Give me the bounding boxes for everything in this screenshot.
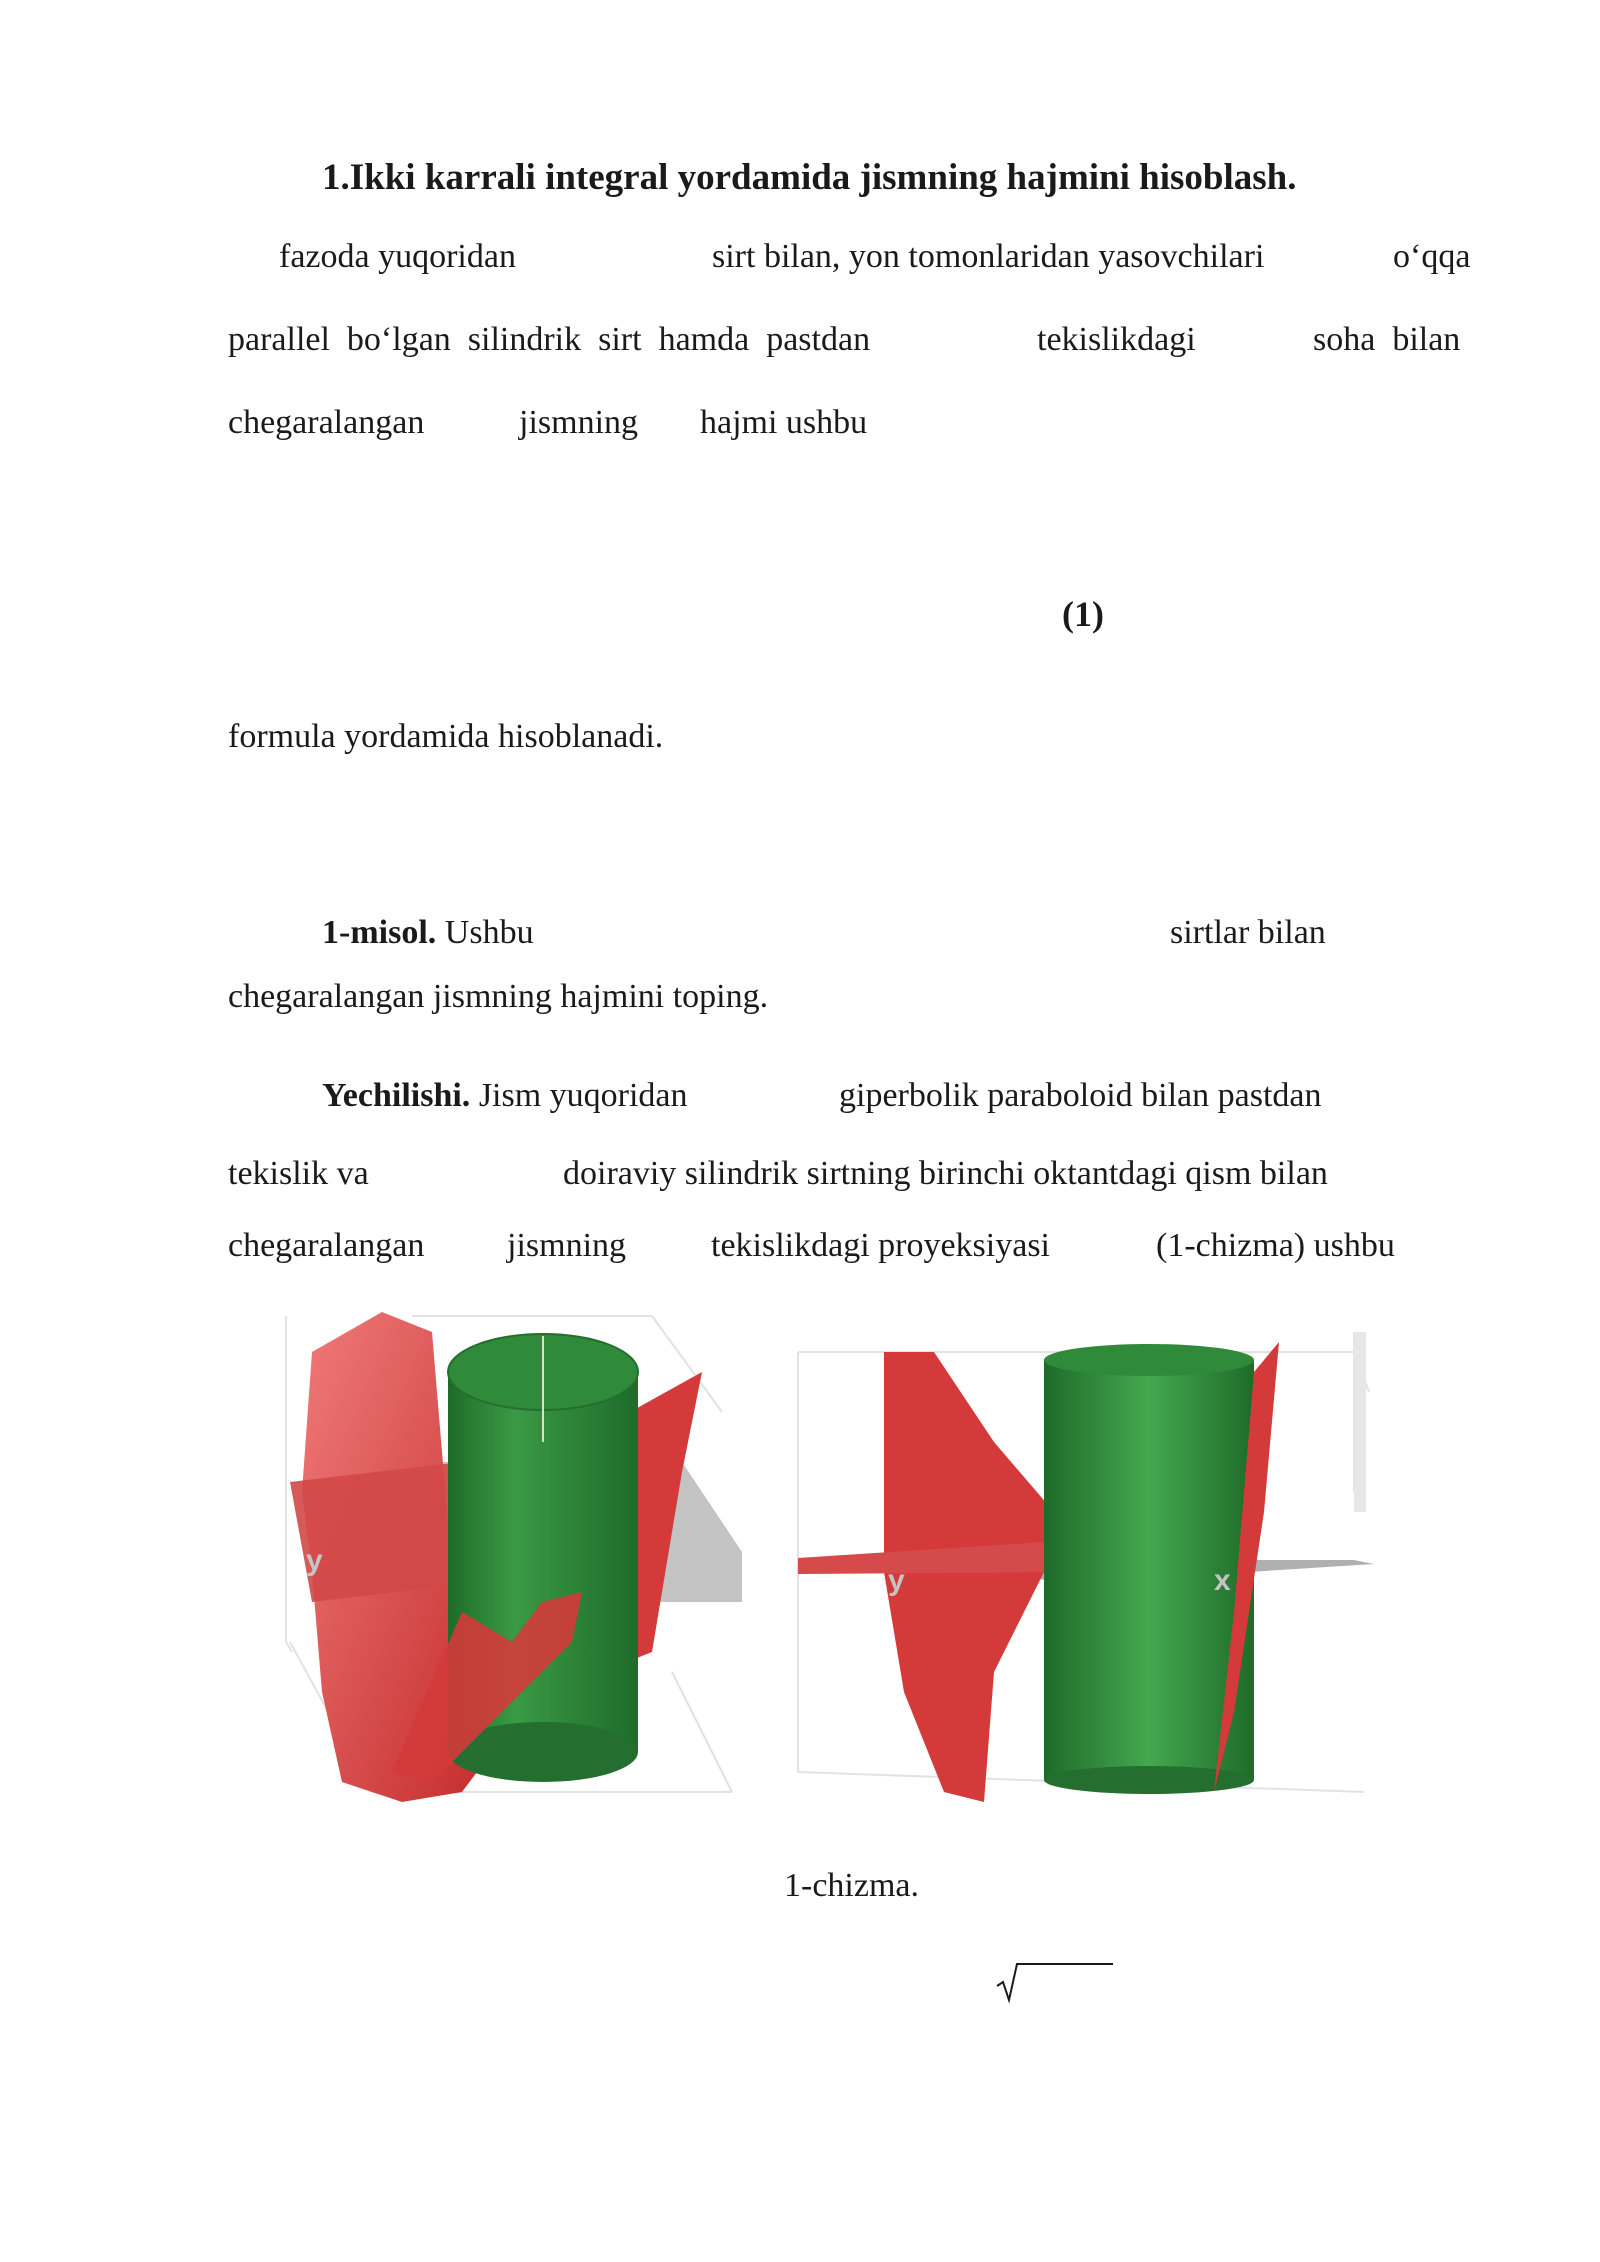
solution-line1 <box>322 1076 688 1116</box>
section-heading: 1.Ikki karrali integral yordamida jismning hajmini hisoblash. <box>322 157 1297 198</box>
intro-line2-c: soha bilan <box>1313 321 1461 358</box>
green-cylinder-top <box>1044 1344 1254 1376</box>
solution-line3-d: (1-chizma) ushbu <box>1156 1227 1395 1264</box>
intro-line1-a: fazoda yuqoridan <box>279 238 516 275</box>
intro-line1-c: o‘qqa <box>1393 238 1471 275</box>
example-label: 1-misol. <box>322 914 437 951</box>
intro-line3-a: chegaralangan <box>228 404 425 441</box>
solution-line3-a: chegaralangan <box>228 1227 425 1264</box>
formula-number: (1) <box>1062 594 1104 634</box>
intro-line3-b: jismning <box>519 404 639 441</box>
axis-label-x-right: x <box>1214 1564 1231 1597</box>
formula-caption-text: formula yordamida hisoblanadi. <box>228 718 664 755</box>
intro-line1-b: sirt bilan, yon tomonlaridan yasovchilari <box>712 238 1265 275</box>
solution-text-a: Jism yuqoridan <box>478 1077 688 1114</box>
intro-line2-b: tekislikdagi <box>1037 321 1196 358</box>
solution-line3-b: jismning <box>507 1227 627 1264</box>
axis-label-y-right: y <box>888 1564 905 1597</box>
intro-line2-a: parallel bo‘lgan silindrik sirt hamda pastdan <box>228 321 871 358</box>
solution-line3-c: tekislikdagi proyeksiyasi <box>711 1227 1051 1264</box>
figure-caption: 1-chizma. <box>784 1867 919 1904</box>
solution-text-b: giperbolik paraboloid bilan pastdan <box>839 1077 1322 1114</box>
solution-label: Yechilishi. <box>322 1077 471 1114</box>
figure-right-3d-plot <box>794 1312 1384 1808</box>
example-text-b: sirtlar bilan <box>1170 914 1326 951</box>
sqrt-sign <box>995 1958 1115 2008</box>
example-text-a: Ushbu <box>444 914 534 951</box>
solution-line2-a: tekislik va <box>228 1155 369 1192</box>
figure-left-3d-plot <box>282 1312 746 1808</box>
solution-line2-b: doiraviy silindrik sirtning birinchi oktantdagi qism bilan <box>563 1155 1328 1192</box>
axis-label-y-left: y <box>306 1544 323 1577</box>
example-line1 <box>322 913 534 953</box>
intro-line3-c: hajmi ushbu <box>700 404 868 441</box>
example-line2: chegaralangan jismning hajmini toping. <box>228 978 769 1015</box>
red-saddle-surface <box>884 1352 1054 1802</box>
